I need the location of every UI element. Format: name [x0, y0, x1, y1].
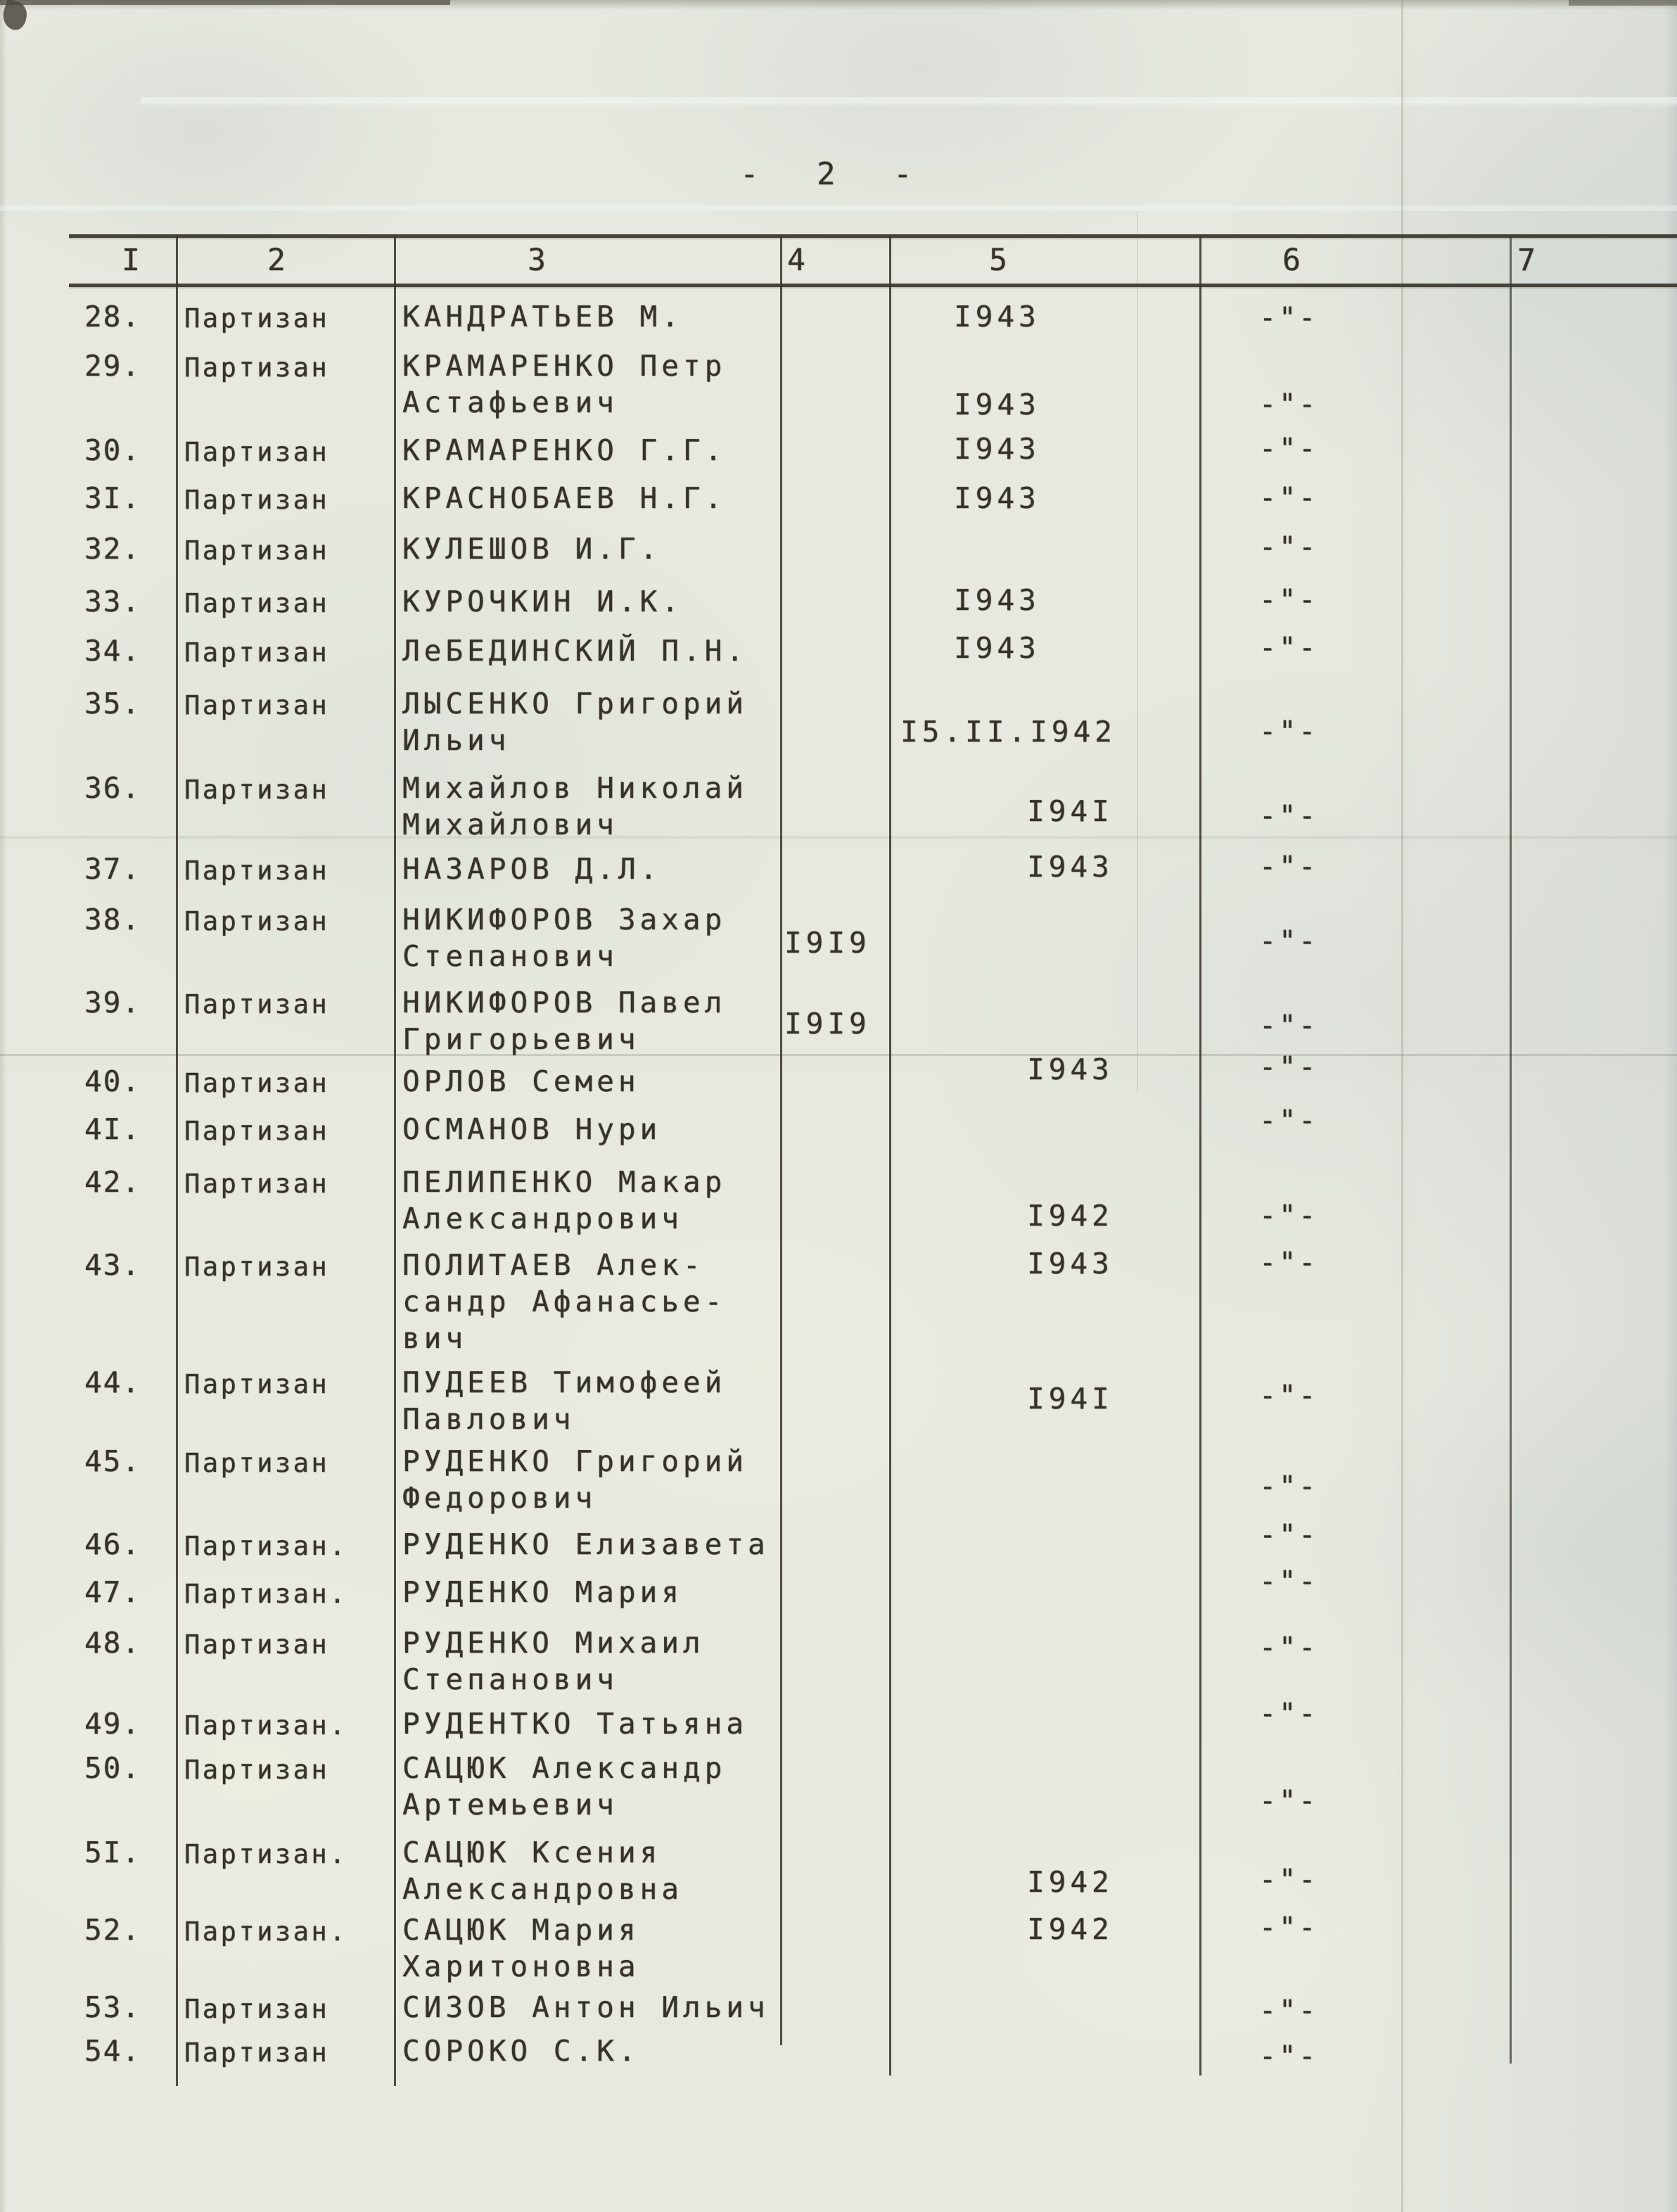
paper-crease [0, 836, 1677, 839]
ditto-cell: -"- [1259, 1632, 1319, 1664]
rank-cell: Партизан [184, 535, 330, 566]
rank-cell: Партизан [184, 588, 330, 618]
ditto-cell: -"- [1259, 1470, 1319, 1503]
ditto-cell: -"- [1259, 1912, 1319, 1944]
name-cell-line: Харитоновна [402, 1950, 640, 1983]
column-header: 5 [989, 243, 1007, 278]
rank-cell: Партизан [184, 1755, 330, 1785]
rank-cell: Партизан [184, 1994, 330, 2024]
date-cell: I943 [954, 388, 1040, 421]
rank-cell: Партизан [184, 303, 330, 333]
name-cell-line: КУЛЕШОВ И.Г. [402, 532, 662, 566]
date-cell: I943 [954, 300, 1040, 333]
table-divider-col5 [1199, 236, 1201, 2076]
ditto-cell: -"- [1259, 584, 1319, 616]
rank-cell: Партизан. [184, 1917, 347, 1947]
name-cell-line: ЛЫСЕНКО Григорий [402, 687, 748, 720]
column-header: 7 [1517, 243, 1536, 278]
rank-cell: Партизан [184, 1629, 330, 1660]
row-number: 48. [84, 1626, 141, 1660]
name-cell-line: Степанович [402, 1663, 618, 1696]
row-number: 39. [84, 986, 141, 1019]
ditto-cell: -"- [1259, 482, 1319, 514]
rank-cell: Партизан [184, 1116, 330, 1146]
scan-artifact-top-right-strip [1569, 0, 1677, 6]
row-number: 28. [84, 300, 141, 333]
page-number: - 2 - [740, 156, 915, 192]
name-cell-line: САЦЮК Ксения [402, 1836, 662, 1869]
rank-cell: Партизан [184, 1252, 330, 1282]
row-number: 47. [84, 1575, 141, 1609]
row-number: 29. [84, 349, 141, 383]
ditto-cell: -"- [1259, 1051, 1319, 1083]
rank-cell: Партизан. [184, 1531, 347, 1561]
date-cell: I942 [1027, 1912, 1114, 1946]
name-cell-line: Степанович [402, 939, 618, 973]
rank-cell: Партизан [184, 906, 330, 936]
date-cell: I5.II.I942 [900, 715, 1116, 749]
name-cell-line: Астафьевич [402, 386, 618, 419]
paper-crease [0, 205, 1677, 211]
table-rule-header-bottom [69, 284, 1677, 287]
rank-cell: Партизан. [184, 1710, 347, 1741]
row-number: 36. [84, 771, 141, 805]
date-cell: I943 [1027, 1053, 1114, 1086]
row-number: 34. [84, 634, 141, 668]
row-number: 4I. [84, 1112, 141, 1146]
name-cell-line: ПОЛИТАЕВ Алек- [402, 1248, 705, 1282]
row-number: 42. [84, 1165, 141, 1199]
ditto-cell: -"- [1259, 1200, 1319, 1232]
date-cell: I94I [1027, 794, 1114, 828]
date-cell: I942 [1027, 1199, 1114, 1233]
row-number: 50. [84, 1751, 141, 1785]
name-cell-line: Ильич [402, 723, 511, 757]
name-cell-line: КРАМАРЕНКО Петр [402, 349, 727, 383]
table-divider-col1 [176, 236, 178, 2086]
ditto-cell: -"- [1259, 302, 1319, 334]
name-cell-line: НИКИФОРОВ Павел [402, 986, 727, 1019]
ditto-cell: -"- [1259, 800, 1319, 832]
ditto-cell: -"- [1259, 716, 1319, 748]
name-cell-line: КАНДРАТЬЕВ М. [402, 300, 683, 333]
row-number: 32. [84, 532, 141, 566]
date-cell: I943 [954, 432, 1040, 466]
paper-crease [141, 97, 1677, 103]
rank-cell: Партизан [184, 1369, 330, 1399]
table-divider-col2 [394, 236, 396, 2086]
name-cell-line: САЦЮК Мария [402, 1913, 640, 1947]
column-header: 6 [1282, 243, 1301, 278]
paper-crease [0, 1054, 1677, 1056]
row-number: 40. [84, 1064, 141, 1098]
name-cell-line: РУДЕНКО Мария [402, 1575, 683, 1609]
ditto-cell: -"- [1259, 1010, 1319, 1042]
row-number: 46. [84, 1527, 141, 1561]
column-header: 2 [267, 243, 286, 278]
row-number: 37. [84, 852, 141, 886]
rank-cell: Партизан [184, 1448, 330, 1478]
rank-cell: Партизан [184, 637, 330, 668]
ditto-cell: -"- [1259, 1247, 1319, 1279]
name-cell-line: Павлович [402, 1402, 575, 1436]
name-cell-line: Михайлович [402, 808, 618, 841]
rank-cell: Партизан [184, 690, 330, 720]
row-number: 54. [84, 2034, 141, 2068]
date-cell: I943 [954, 631, 1040, 665]
date-cell: I943 [954, 583, 1040, 617]
rank-cell: Партизан. [184, 1579, 347, 1609]
rank-cell: Партизан [184, 1169, 330, 1199]
ditto-cell: -"- [1259, 925, 1319, 958]
name-cell-line: РУДЕНТКО Татьяна [402, 1707, 748, 1741]
name-cell-line: САЦЮК Александр [402, 1751, 727, 1785]
table-divider-col6 [1510, 236, 1512, 2064]
name-cell-line: РУДЕНКО Михаил [402, 1626, 705, 1660]
ditto-cell: -"- [1259, 531, 1319, 564]
name-cell-line: Федорович [402, 1481, 597, 1515]
ditto-cell: -"- [1259, 1380, 1319, 1412]
table-rule-top [69, 234, 1677, 238]
rank-cell: Партизан [184, 856, 330, 886]
rank-cell: Партизан [184, 1068, 330, 1098]
date-cell: I943 [954, 481, 1040, 515]
name-cell-line: ОСМАНОВ Нури [402, 1112, 662, 1146]
row-number: 44. [84, 1366, 141, 1399]
paper-crease [1401, 0, 1403, 2212]
table-divider-col3 [780, 236, 782, 2045]
row-number: 35. [84, 687, 141, 720]
birth-year-cell: I9I9 [784, 926, 871, 960]
name-cell-line: ПУДЕЕВ Тимофеей [402, 1366, 727, 1399]
name-cell-line: ОРЛОВ Семен [402, 1064, 640, 1098]
paper-crease [1137, 211, 1138, 1091]
date-cell: I94I [1027, 1382, 1114, 1416]
ditto-cell: -"- [1259, 1565, 1319, 1598]
column-header: 3 [528, 243, 546, 278]
scan-artifact-corner-blob [0, 0, 30, 32]
name-cell-line: НИКИФОРОВ Захар [402, 903, 727, 936]
name-cell-line: КРАСНОБАЕВ Н.Г. [402, 481, 727, 515]
name-cell-line: РУДЕНКО Елизавета [402, 1527, 770, 1561]
rank-cell: Партизан. [184, 1839, 347, 1869]
date-cell: I942 [1027, 1865, 1114, 1899]
ditto-cell: -"- [1259, 632, 1319, 664]
table-divider-col4 [889, 236, 891, 2076]
ditto-cell: -"- [1259, 433, 1319, 465]
name-cell-line: СОРОКО С.К. [402, 2034, 640, 2068]
name-cell-line: Александровна [402, 1872, 683, 1906]
name-cell-line: КУРОЧКИН И.К. [402, 585, 683, 618]
rank-cell: Партизан [184, 989, 330, 1019]
row-number: 5I. [84, 1836, 141, 1869]
row-number: 33. [84, 585, 141, 618]
ditto-cell: -"- [1259, 1698, 1319, 1730]
column-header: 4 [787, 243, 805, 278]
name-cell-line: сандр Афанасье- [402, 1285, 727, 1318]
row-number: 52. [84, 1913, 141, 1947]
name-cell-line: НАЗАРОВ Д.Л. [402, 852, 662, 886]
birth-year-cell: I9I9 [784, 1007, 871, 1041]
scan-artifact-top-strip [0, 0, 450, 5]
row-number: 53. [84, 1990, 141, 2024]
ditto-cell: -"- [1259, 2040, 1319, 2073]
row-number: 38. [84, 903, 141, 936]
name-cell-line: Артемьевич [402, 1788, 618, 1822]
rank-cell: Партизан [184, 775, 330, 805]
name-cell-line: Александрович [402, 1202, 683, 1235]
ditto-cell: -"- [1259, 1105, 1319, 1137]
name-cell-line: Михайлов Николай [402, 771, 748, 805]
name-cell-line: РУДЕНКО Григорий [402, 1444, 748, 1478]
rank-cell: Партизан [184, 437, 330, 467]
row-number: 49. [84, 1707, 141, 1741]
row-number: 43. [84, 1248, 141, 1282]
ditto-cell: -"- [1259, 1864, 1319, 1896]
row-number: 45. [84, 1444, 141, 1478]
ditto-cell: -"- [1259, 1995, 1319, 2027]
date-cell: I943 [1027, 1247, 1114, 1280]
name-cell-line: вич [402, 1321, 468, 1355]
rank-cell: Партизан [184, 352, 330, 383]
ditto-cell: -"- [1259, 851, 1319, 883]
date-cell: I943 [1027, 850, 1114, 884]
row-number: 30. [84, 433, 141, 467]
name-cell-line: СИЗОВ Антон Ильич [402, 1990, 770, 2024]
rank-cell: Партизан [184, 2038, 330, 2068]
column-header: I [122, 243, 140, 278]
name-cell-line: ПЕЛИПЕНКО Макар [402, 1165, 727, 1199]
name-cell-line: ЛеБЕДИНСКИЙ П.Н. [402, 634, 748, 668]
ditto-cell: -"- [1259, 388, 1319, 421]
rank-cell: Партизан [184, 485, 330, 515]
name-cell-line: Григорьевич [402, 1022, 640, 1056]
ditto-cell: -"- [1259, 1519, 1319, 1551]
row-number: 3I. [84, 481, 141, 515]
ditto-cell: -"- [1259, 1785, 1319, 1817]
name-cell-line: КРАМАРЕНКО Г.Г. [402, 433, 727, 467]
